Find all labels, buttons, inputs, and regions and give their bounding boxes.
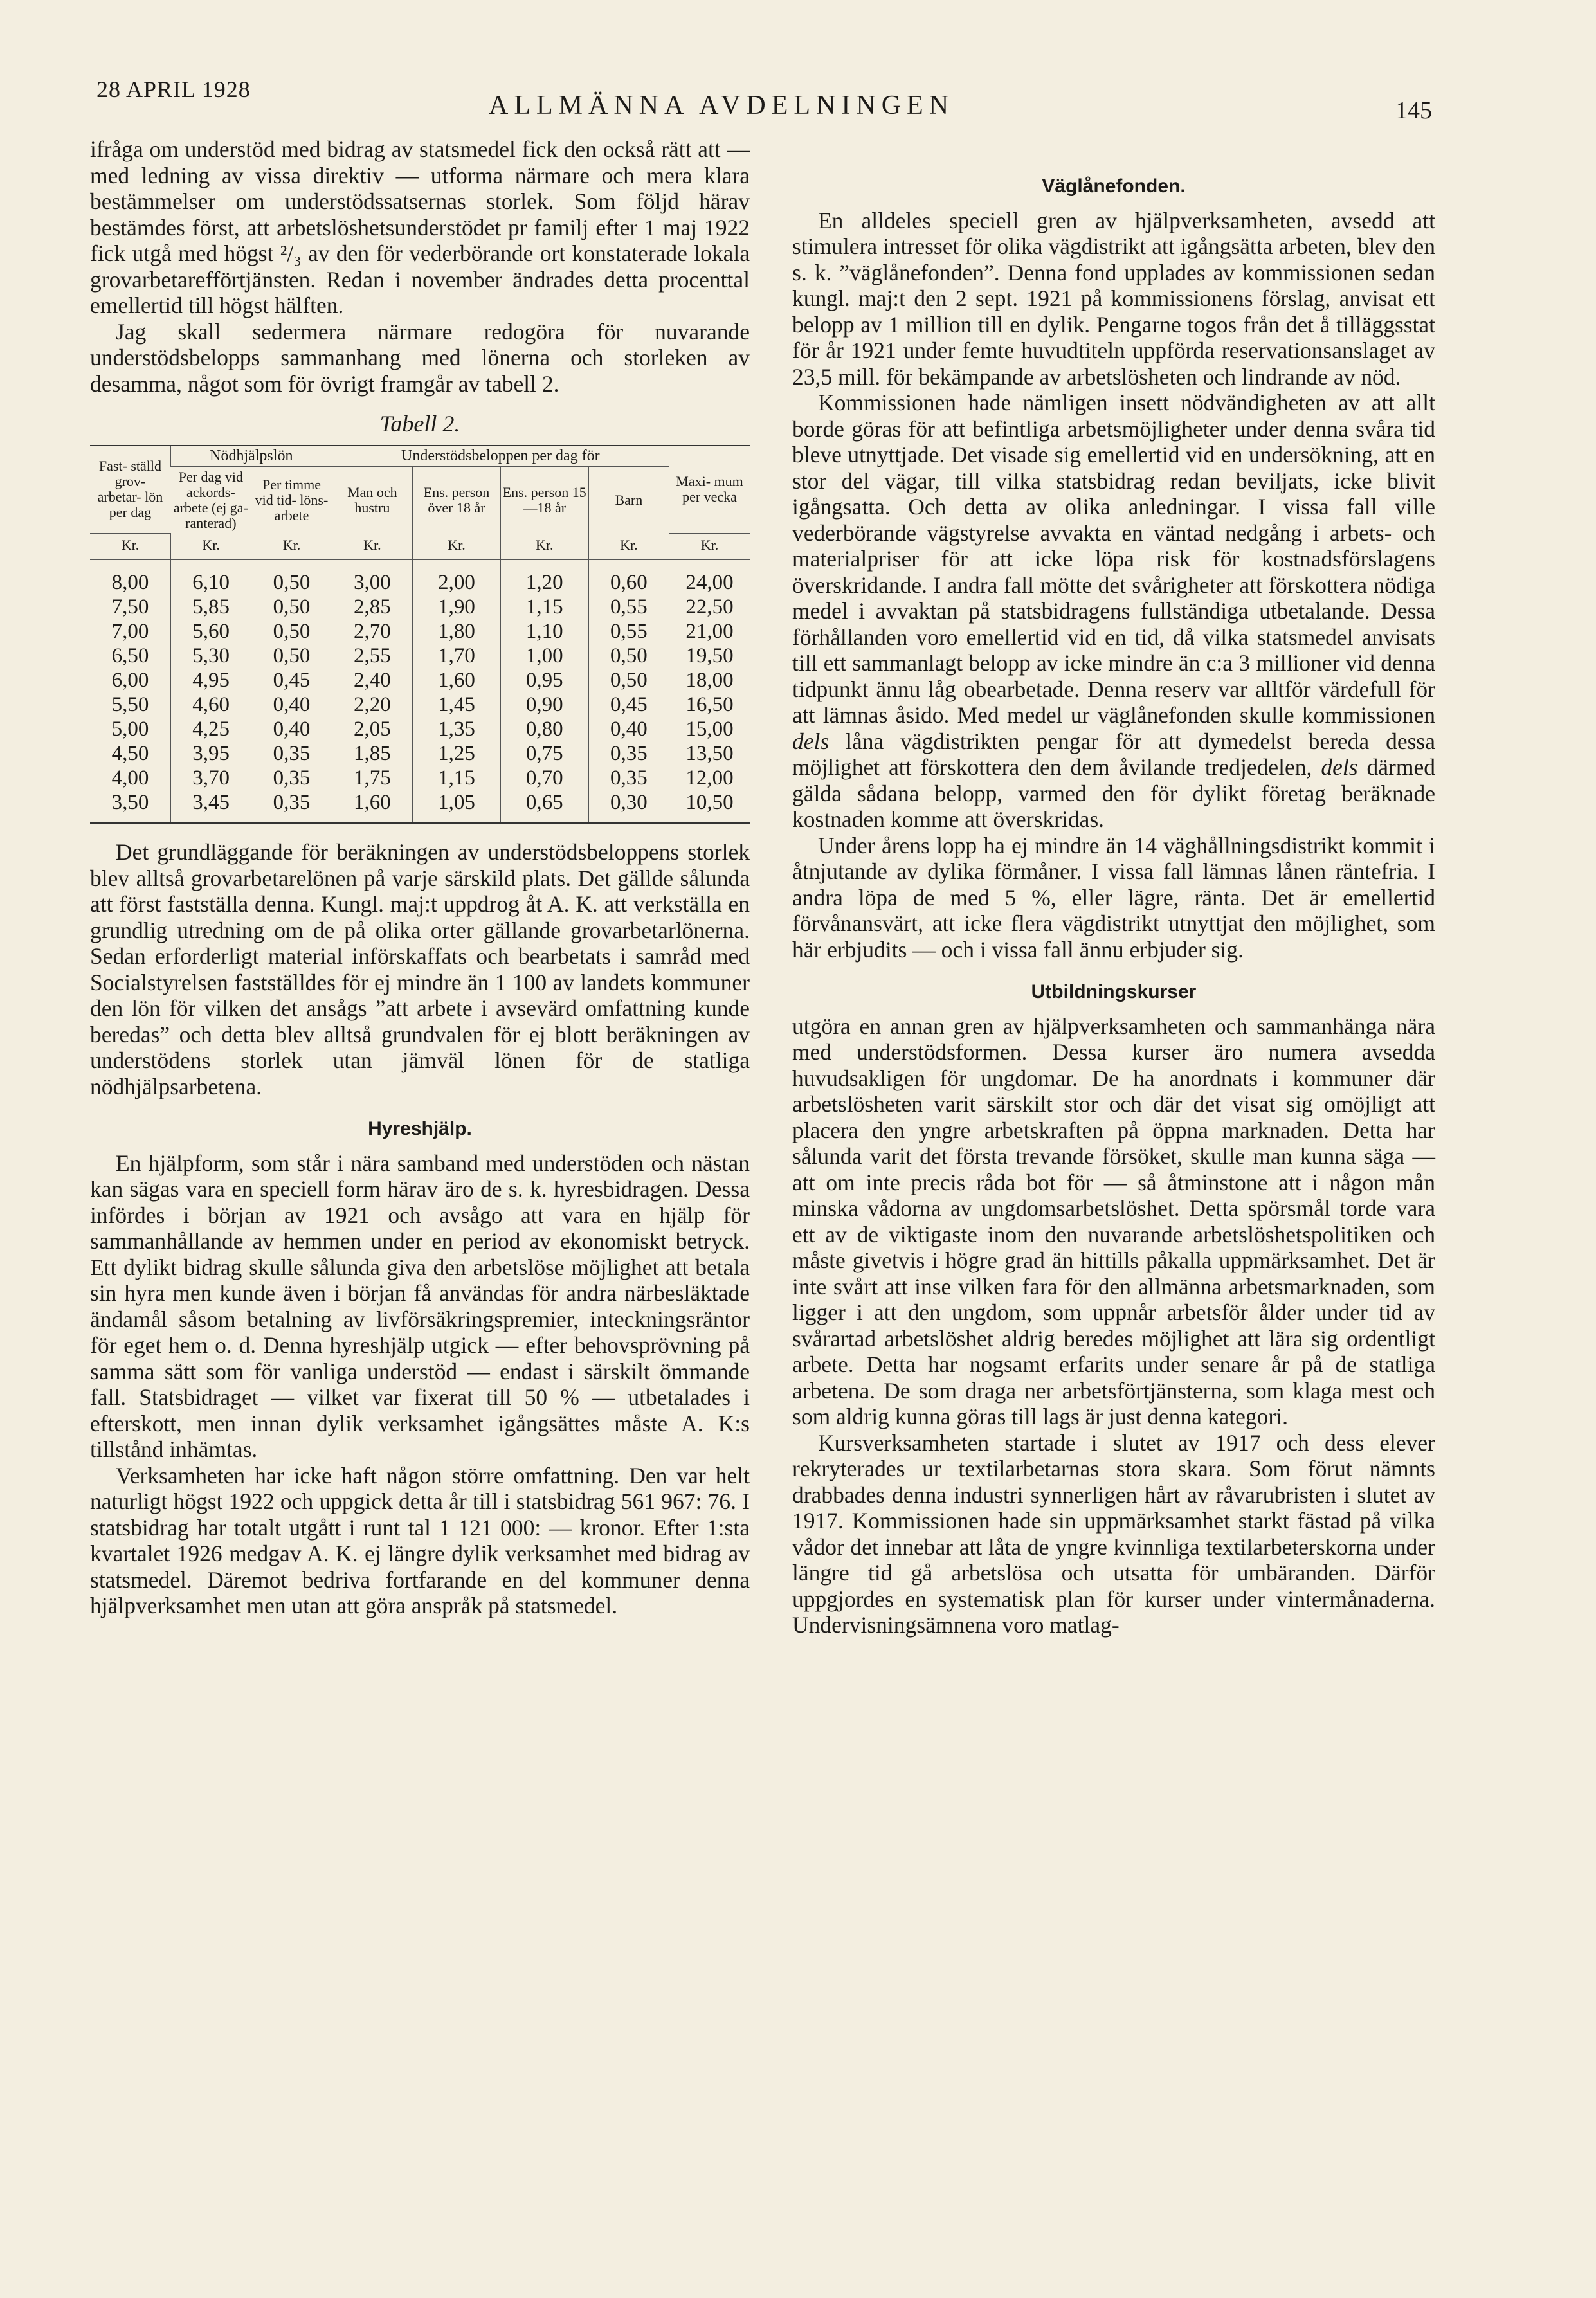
section-heading: Väglånefonden. (1042, 176, 1186, 197)
table-cell: 0,35 (251, 766, 332, 790)
table-cell: 1,45 (413, 692, 501, 717)
table-header: Per timme vid tid- löns- arbete (251, 466, 332, 534)
table-cell: 7,50 (111, 595, 149, 619)
table-cell: 2,70 (332, 619, 412, 644)
table-header: Maxi- mum per vecka (669, 444, 750, 534)
table-row (90, 644, 750, 668)
table-cell: 4,25 (170, 717, 251, 741)
page-number: 145 (1395, 97, 1432, 124)
table-header: Per dag vid ackords- arbete (ej ga- ranterad) (173, 468, 248, 531)
table-row (90, 692, 750, 717)
table-cell: 0,90 (500, 692, 588, 717)
table-cell: 1,25 (413, 741, 501, 766)
section-heading: Hyreshjälp. (368, 1118, 472, 1139)
table-header: Fast- ställd grov- arbetar- lön per dag (90, 444, 170, 534)
table-cell: 0,40 (588, 717, 669, 741)
table-cell: 5,00 (111, 718, 149, 741)
table-cell: 1,70 (413, 644, 501, 668)
table-cell: 18,00 (669, 668, 750, 692)
table-cell: 3,00 (332, 560, 412, 595)
table-cell: 1,15 (413, 766, 501, 790)
table-cell: 2,05 (332, 717, 412, 741)
section-heading: Utbildningskurser (1031, 981, 1197, 1002)
table-cell: 1,75 (332, 766, 412, 790)
table-cell: 10,50 (669, 790, 750, 823)
table-cell: 1,90 (413, 595, 501, 619)
table-cell: 6,50 (111, 644, 149, 667)
table-cell: 15,00 (669, 717, 750, 741)
table-header: Ens. person 15—18 år (500, 466, 588, 534)
data-table (90, 444, 750, 824)
table-cell: 0,50 (251, 644, 332, 668)
table-cell: 1,60 (413, 668, 501, 692)
unit-label: Kr. (588, 534, 669, 560)
table-cell: 21,00 (669, 619, 750, 644)
table-cell: 2,20 (332, 692, 412, 717)
paragraph: En hjälpform, som står i nära samband med understöden och nästan kan sägas vara en speciell form härav äro de s. k. hyresbidragen. Dessa infördes i början av 1921 och avsågo att vara en hjälp för sammanhållande av hemmen under en period av ekonomiskt betryck. Ett dylikt bidrag skulle sålunda giva den arbetslöse möjlighet att betala sin hyra men kunde även i början få användas för andra närbesläktade ändamål såsom betalning av livförsäkringspremier, inteckningsräntor för eget hem o. d. Denna hyreshjälp utgick — efter behovsprövning på samma sätt som för vanliga understöd — endast i särskilt ömmande fall. Statsbidraget — vilket var fixerat till 50 % — utbetalades i efterskott, men innan dylik verksamhet igångsättes måste A. K:s tillstånd inhämtas. (90, 1150, 750, 1462)
unit-label: Kr. (413, 534, 501, 560)
paragraph: Jag skall sedermera närmare redogöra för nuvarande understödsbelopps sammanhang med lönerna och storleken av desamma, något som för övrigt framgår av tabell 2. (90, 318, 750, 397)
table-cell: 1,80 (413, 619, 501, 644)
table-row (90, 766, 750, 790)
table-cell: 1,05 (413, 790, 501, 823)
table-cell: 0,50 (251, 595, 332, 619)
table-cell: 12,00 (669, 766, 750, 790)
text-span: därmed gälda sådana belopp, varmed den för dylikt företag beräknade kostnaden komme att överskridas. (792, 754, 1435, 832)
unit-label: Kr. (251, 534, 332, 560)
table-cell: 0,65 (500, 790, 588, 823)
table-cell: 0,55 (588, 595, 669, 619)
table-cell: 3,70 (170, 766, 251, 790)
table-cell: 19,50 (669, 644, 750, 668)
table-cell: 0,50 (588, 668, 669, 692)
table-cell: 4,50 (111, 742, 149, 765)
table-cell: 1,20 (500, 560, 588, 595)
table-cell: 0,50 (251, 560, 332, 595)
unit-label: Kr. (669, 534, 750, 560)
table-caption: Tabell 2. (379, 411, 460, 437)
header-date: 28 APRIL 1928 (96, 77, 251, 102)
table-cell: 1,10 (500, 619, 588, 644)
table-header: Ens. person över 18 år (413, 466, 501, 534)
table-cell: 3,95 (170, 741, 251, 766)
table-cell: 0,40 (251, 717, 332, 741)
right-column (792, 174, 1435, 1638)
table-cell: 0,45 (588, 692, 669, 717)
table-row (90, 717, 750, 741)
table-row (90, 790, 750, 823)
table-cell: 0,95 (500, 668, 588, 692)
paragraph: ifråga om understöd med bidrag av statsmedel fick den också rätt att — med ledning av vissa direktiv — utforma närmare och mera klara bestämmelser om understödssatsernas storlek. Som följd härav bestämdes först, att arbetslöshetsunderstödet pr familj efter 1 maj 1922 fick utgå med högst ²/₃ av den för vederbörande ort konstaterade lokala grovarbetarefförtjänsten. Redan i november ändrades detta procenttal emellertid till högst hälften. (90, 136, 750, 318)
unit-label: Kr. (170, 534, 251, 560)
table-cell: 24,00 (669, 560, 750, 595)
table-row (90, 741, 750, 766)
table-cell: 1,35 (413, 717, 501, 741)
table-cell: 4,95 (170, 668, 251, 692)
table-header: Man och hustru (332, 466, 412, 534)
table-cell: 6,00 (111, 669, 149, 692)
emphasis: dels (1321, 754, 1358, 780)
table-cell: 5,85 (170, 595, 251, 619)
table-cell: 4,00 (111, 766, 149, 790)
table-row (90, 595, 750, 619)
paragraph: Kursverksamheten startade i slutet av 1917 och dess elever rekryterades ur textilarbetarnas stora skara. Som förut nämnts drabbades denna industri synnerligen hårt av råvarubristen i slutet av 1917. Kommissionen hade sin uppmärksamhet starkt fästad på vilka vådor det innebar att låta de yngre kvinnliga textilarbeterskorna under längre tid gå arbetslösa och utsatta för umbäranden. Därför uppgjordes en systematisk plan för kurser under vintermånaderna. Undervisningsämnena voro matlag- (792, 1429, 1435, 1638)
table-cell: 3,45 (170, 790, 251, 823)
table-cell: 0,50 (251, 619, 332, 644)
paragraph (792, 390, 1435, 833)
table-cell: 1,85 (332, 741, 412, 766)
table-row (90, 560, 750, 595)
table-cell: 0,35 (588, 766, 669, 790)
table-cell: 0,30 (588, 790, 669, 823)
table-cell: 0,55 (588, 619, 669, 644)
table-cell: 5,50 (111, 693, 149, 716)
table-group-header: Nödhjälpslön (170, 444, 332, 466)
table-cell: 0,50 (588, 644, 669, 668)
table-cell: 0,80 (500, 717, 588, 741)
unit-label: Kr. (500, 534, 588, 560)
text-span: låna vägdistrikten pengar för att dymedelst bereda dessa möjlighet att förskottera den dem åvilande tredjedelen, (792, 728, 1435, 780)
paragraph: Under årens lopp ha ej mindre än 14 väghållningsdistrikt kommit i åtnjutande av dylika förmåner. I vissa fall lämnas lånen räntefria. I andra löpa de med 5 %, eller lägre, ränta. Det är emellertid förvånansvärt, att icke flera vägdistrikt utnyttjat den möjlighet, som här erbjudits — och i vissa fall ännu erbjuder sig. (792, 832, 1435, 963)
left-column (90, 136, 750, 1619)
table-cell: 2,55 (332, 644, 412, 668)
table-cell: 1,00 (500, 644, 588, 668)
table-cell: 0,60 (588, 560, 669, 595)
table-header: Barn (588, 466, 669, 534)
table-cell: 1,15 (500, 595, 588, 619)
table-cell: 13,50 (669, 741, 750, 766)
table-row (90, 668, 750, 692)
table-cell: 0,35 (251, 741, 332, 766)
table-cell: 7,00 (111, 620, 149, 643)
table-cell: 4,60 (170, 692, 251, 717)
table-group-header: Understödsbeloppen per dag för (332, 444, 669, 466)
table-body (90, 560, 750, 824)
table-cell: 0,40 (251, 692, 332, 717)
table-cell: 2,85 (332, 595, 412, 619)
paragraph: En alldeles speciell gren av hjälpverksamheten, avsedd att stimulera intresset för olika vägdistrikt att igångsätta arbeten, blev den s. k. ”väglånefonden”. Denna fond upplades av kommissionen sedan kungl. maj:t den 2 sept. 1921 på kommissionens förslag, anvisat ett belopp av 1 million till en dylik. Pengarne togos från det å tilläggsstat för år 1921 under femte huvudtiteln uppförda reservationsanslaget av 23,5 mill. för bekämpande av arbetslösheten och lindrande av nöd. (792, 207, 1435, 390)
unit-label: Kr. (332, 534, 412, 560)
table-cell: 0,70 (500, 766, 588, 790)
header-title: ALLMÄNNA AVDELNINGEN (489, 91, 955, 120)
paragraph: Verksamheten har icke haft någon större omfattning. Den var helt naturligt högst 1922 och uppgick detta år till i statsbidrag 561 967: 76. I statsbidrag har totalt utgått i runt tal 1 121 000: — kronor. Efter 1:sta kvartalet 1926 medgav A. K. ej längre dylik verksamhet med bidrag av statsmedel. Däremot bedriva fortfarande en del kommuner denna hjälpverksamhet men utan att göra anspråk på statsmedel. (90, 1462, 750, 1618)
emphasis: dels (792, 728, 830, 754)
table-cell: 0,35 (588, 741, 669, 766)
table-cell: 5,30 (170, 644, 251, 668)
paragraph: Det grundläggande för beräkningen av understödsbeloppens storlek blev alltså grovarbetarelönen på varje särskild plats. Det gällde sålunda att först fastställa denna. Kungl. maj:t uppdrog åt A. K. att verkställa en grundlig utredning om de på olika orter gällande grovarbetarlönerna. Sedan erforderligt material införskaffats och bearbetats i samråd med Socialstyrelsen fastställdes för ej mindre än 1 100 av landets kommuner den lön för vilken det ansågs ”att arbete i avsevärd omfattning kunde beredas” och detta blev alltså grundvalen för ej blott beräkningen av understödens storlek utan jämväl lönen för de statliga nödhjälpsarbetena. (90, 839, 750, 1099)
paragraph: utgöra en annan gren av hjälpverksamheten och sammanhänga nära med understödsformen. Dessa kurser äro numera avsedda huvudsakligen för ungdomar. De ha anordnats i kommuner där arbetslösheten varit särskilt stor och där det visat sig omöjligt att placera den yngre arbetskraften på öppna marknaden. Detta har sålunda varit det första trevande försöket, skulle man kunna säga — att om inte precis råda bot för — så åtminstone att i någon mån minska vådorna av ungdomsarbetslöshet. Detta spörsmål torde vara ett av de viktigaste inom den nuvarande arbetslöshetspolitiken och måste givetvis i högre grad än hittills påkalla uppmärksamhet. Det är inte svårt att inse vilken fara för den allmänna arbetsmarknaden, som ligger i att den ungdom, som uppnår arbetsför ålder under tid av svårartad arbetslöshet aldrig beredes möjlighet att lära sig ordentligt arbete. Detta har nogsamt erfarits under senare år på de statliga arbetena. De som draga ner arbetsförtjänsterna, som klaga mest och som aldrig kunna göras till lags är just denna kategori. (792, 1013, 1435, 1429)
table-cell: 1,60 (332, 790, 412, 823)
table-cell: 0,75 (500, 741, 588, 766)
table-cell: 16,50 (669, 692, 750, 717)
table-cell: 22,50 (669, 595, 750, 619)
table-row (90, 619, 750, 644)
table-cell: 3,50 (111, 791, 149, 814)
table-cell: 0,45 (251, 668, 332, 692)
table-cell: 6,10 (170, 560, 251, 595)
table-cell: 2,00 (413, 560, 501, 595)
table-cell: 0,35 (251, 790, 332, 823)
table-cell: 5,60 (170, 619, 251, 644)
table-cell: 2,40 (332, 668, 412, 692)
unit-label: Kr. (90, 534, 170, 560)
table-cell: 8,00 (111, 571, 149, 594)
text-span: Kommissionen hade nämligen insett nödvändigheten av att allt borde göras för att befintliga arbetsmöjligheter under denna svåra tid bleve utnyttjade. Det visade sig emellertid vid en undersökning, att en stor del vägar, till vilka statsbidrag redan beviljats, icke blivit igångsatta. Och detta av olika anledningar. I vissa fall ville vederbörande vägstyrelse avvakta en väntad nedgång i arbets- och materialpriser för att icke löpa risk för kostnadsförslagens överskridande. I andra fall mötte det svårigheter att förskottera nödiga medel i avvaktan på statsbidragens fullständiga utbetalande. Dessa förhållanden voro emellertid vid en tid, då vilka statsmedel anvisats till ett sammanlagt belopp av icke mindre än c:a 3 millioner vid denna tidpunkt ännu låg obearbetade. Denna reserv var alltför värdefull för att lämnas åsido. Med medel ur väglånefonden skulle kommissionen (792, 390, 1435, 728)
